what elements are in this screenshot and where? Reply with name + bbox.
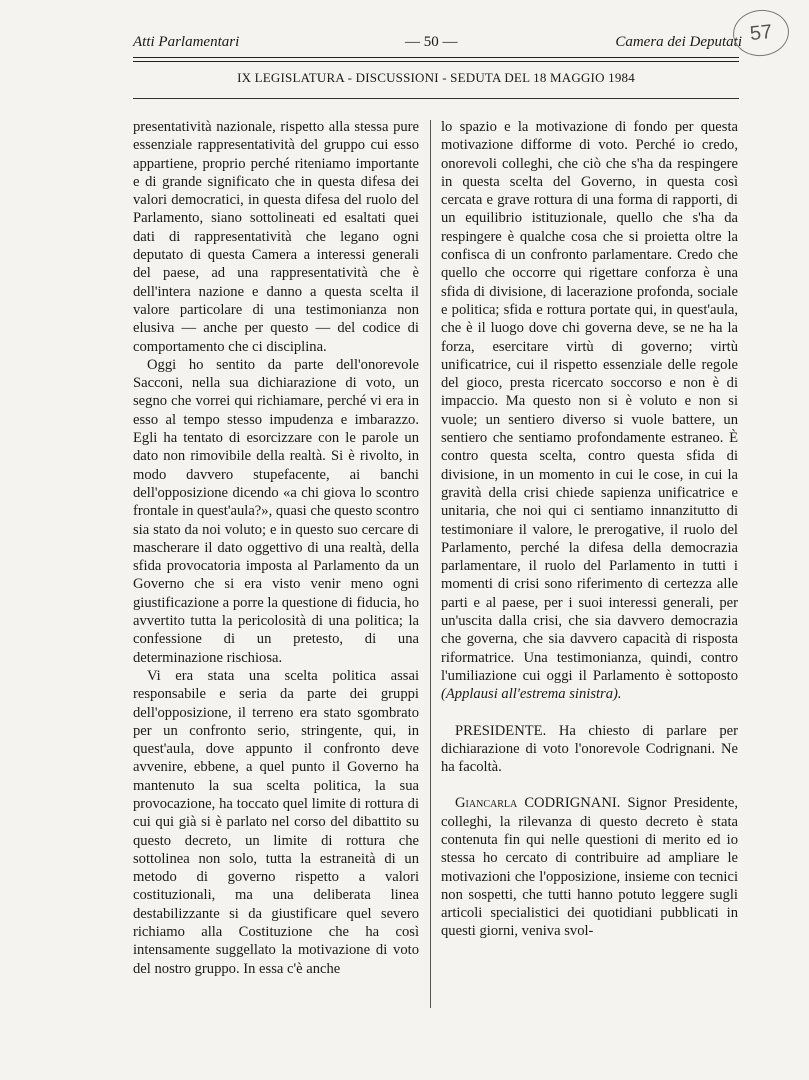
handwritten-page-stamp	[731, 7, 792, 59]
codrignani-statement	[441, 794, 738, 940]
codrignani-statement-text: Signor Presidente, colleghi, la rilevanza di questo decreto è stata contenuta fin qui nelle questioni di merito ed io stessa ho cercato di contribuire ad ampliare le motivazioni che l'opposizione, insieme con tecnici non sospetti, che tutti hanno potuto leggere sugli articoli specialistici dei quotidiani pubblicati in questi giorni, veniva svol-	[441, 795, 738, 940]
publication-title: Atti Parlamentari	[133, 34, 240, 50]
page-number: — 50 —	[405, 34, 458, 50]
session-subheader: IX LEGISLATURA - DISCUSSIONI - SEDUTA DEL 18 MAGGIO 1984	[237, 70, 635, 85]
column-divider	[430, 120, 431, 1008]
left-column	[133, 118, 419, 978]
left-paragraph-3: Vi era stata una scelta politica assai responsabile e seria da parte dei gruppi dell'opposizione, il terreno era stato sgombrato per un confronto serio, stringente, qui, in quest'aula, dove appunto il confronto deve avvenire, ebbene, a quel punto il Governo ha mantenuto la sua scelta politica, la sua provocazione, ha toccato quel limite di rottura di cui qui già si è parlato nel corso del dibattito su questo decreto, un limite di rottura che sottolinea non solo, tutta la estraneità di un metodo di governo rispetto a valori costituzionali, ma una deliberata linea destabilizzante si da giustificare quel severo richiamo alla Costituzione che ha così intensamente suggellato la motivazione di voto del nostro gruppo. In essa c'è anche	[133, 667, 419, 977]
speaker-president: PRESIDENTE.	[455, 722, 547, 739]
right-column	[441, 118, 738, 941]
header-rule-bottom	[133, 61, 739, 62]
page-header	[133, 30, 742, 60]
subheader-rule	[133, 98, 739, 99]
right-paragraph-1-text: lo spazio e la motivazione di fondo per questa motivazione difforme di voto. Perché io credo, onorevoli colleghi, che ciò che s'ha da respingere in questa scelta del Governo, in questa così cercata e grave rottura di una forma di rapporti, di un equilibrio istituzionale, quello che s'ha da respingere è qualche cosa che si proietta oltre la confisca di un confronto parlamentare. Credo che quello che occorre qui rigettare conforza è una sfida di divisione, di lacerazione profonda, sociale e politica; sfida e rottura portate qui, in quest'aula, che è il luogo dove chi governa deve, se ne ha la forza, esercitare virtù di governo; virtù unificatrice, cui il rispetto essenziale delle regole del gioco, presta ricercato soccorso e non è di impaccio. Ma questo non si è voluto e non si vuole; un sentiero diverso si vuole battere, un sentiero che sentiamo profondamente estraneo. È contro questa scelta, contro questa sfida di divisione, in un momento in cui le cose, in cui la gravità della crisi chiede sapienza unificatrice e unitaria, che noi qui ci sentiamo innanzitutto di testimoniare il valore, le prerogative, il ruolo del Parlamento, perché la difesa della democrazia parlamentare, il ruolo del Parlamento in tutti i momenti di crisi sono riferimento di certezza alle parti e al paese, per i suoi interessi generali, per un'uscita dalla crisi, che sia davvero democrazia che governa, che sia davvero capacità di risposta riformatrice. Una testimonianza, quindi, contro l'umiliazione cui oggi il Parlamento è sottoposto	[441, 119, 738, 684]
left-paragraph-1: presentatività nazionale, rispetto alla stessa pure essenziale rappresentatività del gruppo cui esso appartiene, proprio perché riteniamo importante e di grande significato che in questa difesa dei valori democratici, in questa difesa del ruolo del Parlamento, siano sottolineati ed esaltati quei dati di rappresentatività che legano ogni deputato di questa Camera a interessi generali del paese, ad una rappresentatività che è dell'intera nazione e danno a questa scelta il valore particolare di una testimonianza non elusiva — anche per questo — del codice di comportamento che ci disciplina.	[133, 119, 419, 355]
president-statement-text: Ha chiesto di parlare per dichiarazione di voto l'onorevole Codrignani. Ne ha facoltà.	[441, 722, 738, 776]
left-paragraph-2: Oggi ho sentito da parte dell'onorevole Sacconi, nella sua dichiarazione di voto, un segno che vorrei qui richiamare, perché vi era in esso al tempo stesso impudenza e imbarazzo. Egli ha tentato di esorcizzare con le parole un dato non rimovibile della realtà. Si è rivolto, in modo davvero stupefacente, ai banchi dell'opposizione dicendo «a chi giova lo scontro frontale in quest'aula?», quasi che questo scontro sia stato da noi voluto; e in questo suo cercare di mascherare il dato oggettivo di una realtà, della sfida provocatoria imposta al Parlamento da un Governo che si era visto venir meno ogni giustificazione a porre la questione di fiducia, ho avvertito tutta la pericolosità di una politica; la confessione di un pretesto, di una determinazione rischiosa.	[133, 356, 419, 666]
applause-note: (Applausi all'estrema sinistra).	[441, 686, 622, 703]
speaker-first-name: Giancarla	[455, 795, 518, 812]
president-statement	[441, 722, 738, 777]
speaker-last-name: CODRIGNANI.	[524, 795, 621, 812]
header-rule-top	[133, 57, 739, 58]
chamber-name: Camera dei Deputati	[615, 34, 742, 50]
stamp-number: 57	[748, 20, 774, 45]
right-paragraph-1	[441, 118, 738, 704]
